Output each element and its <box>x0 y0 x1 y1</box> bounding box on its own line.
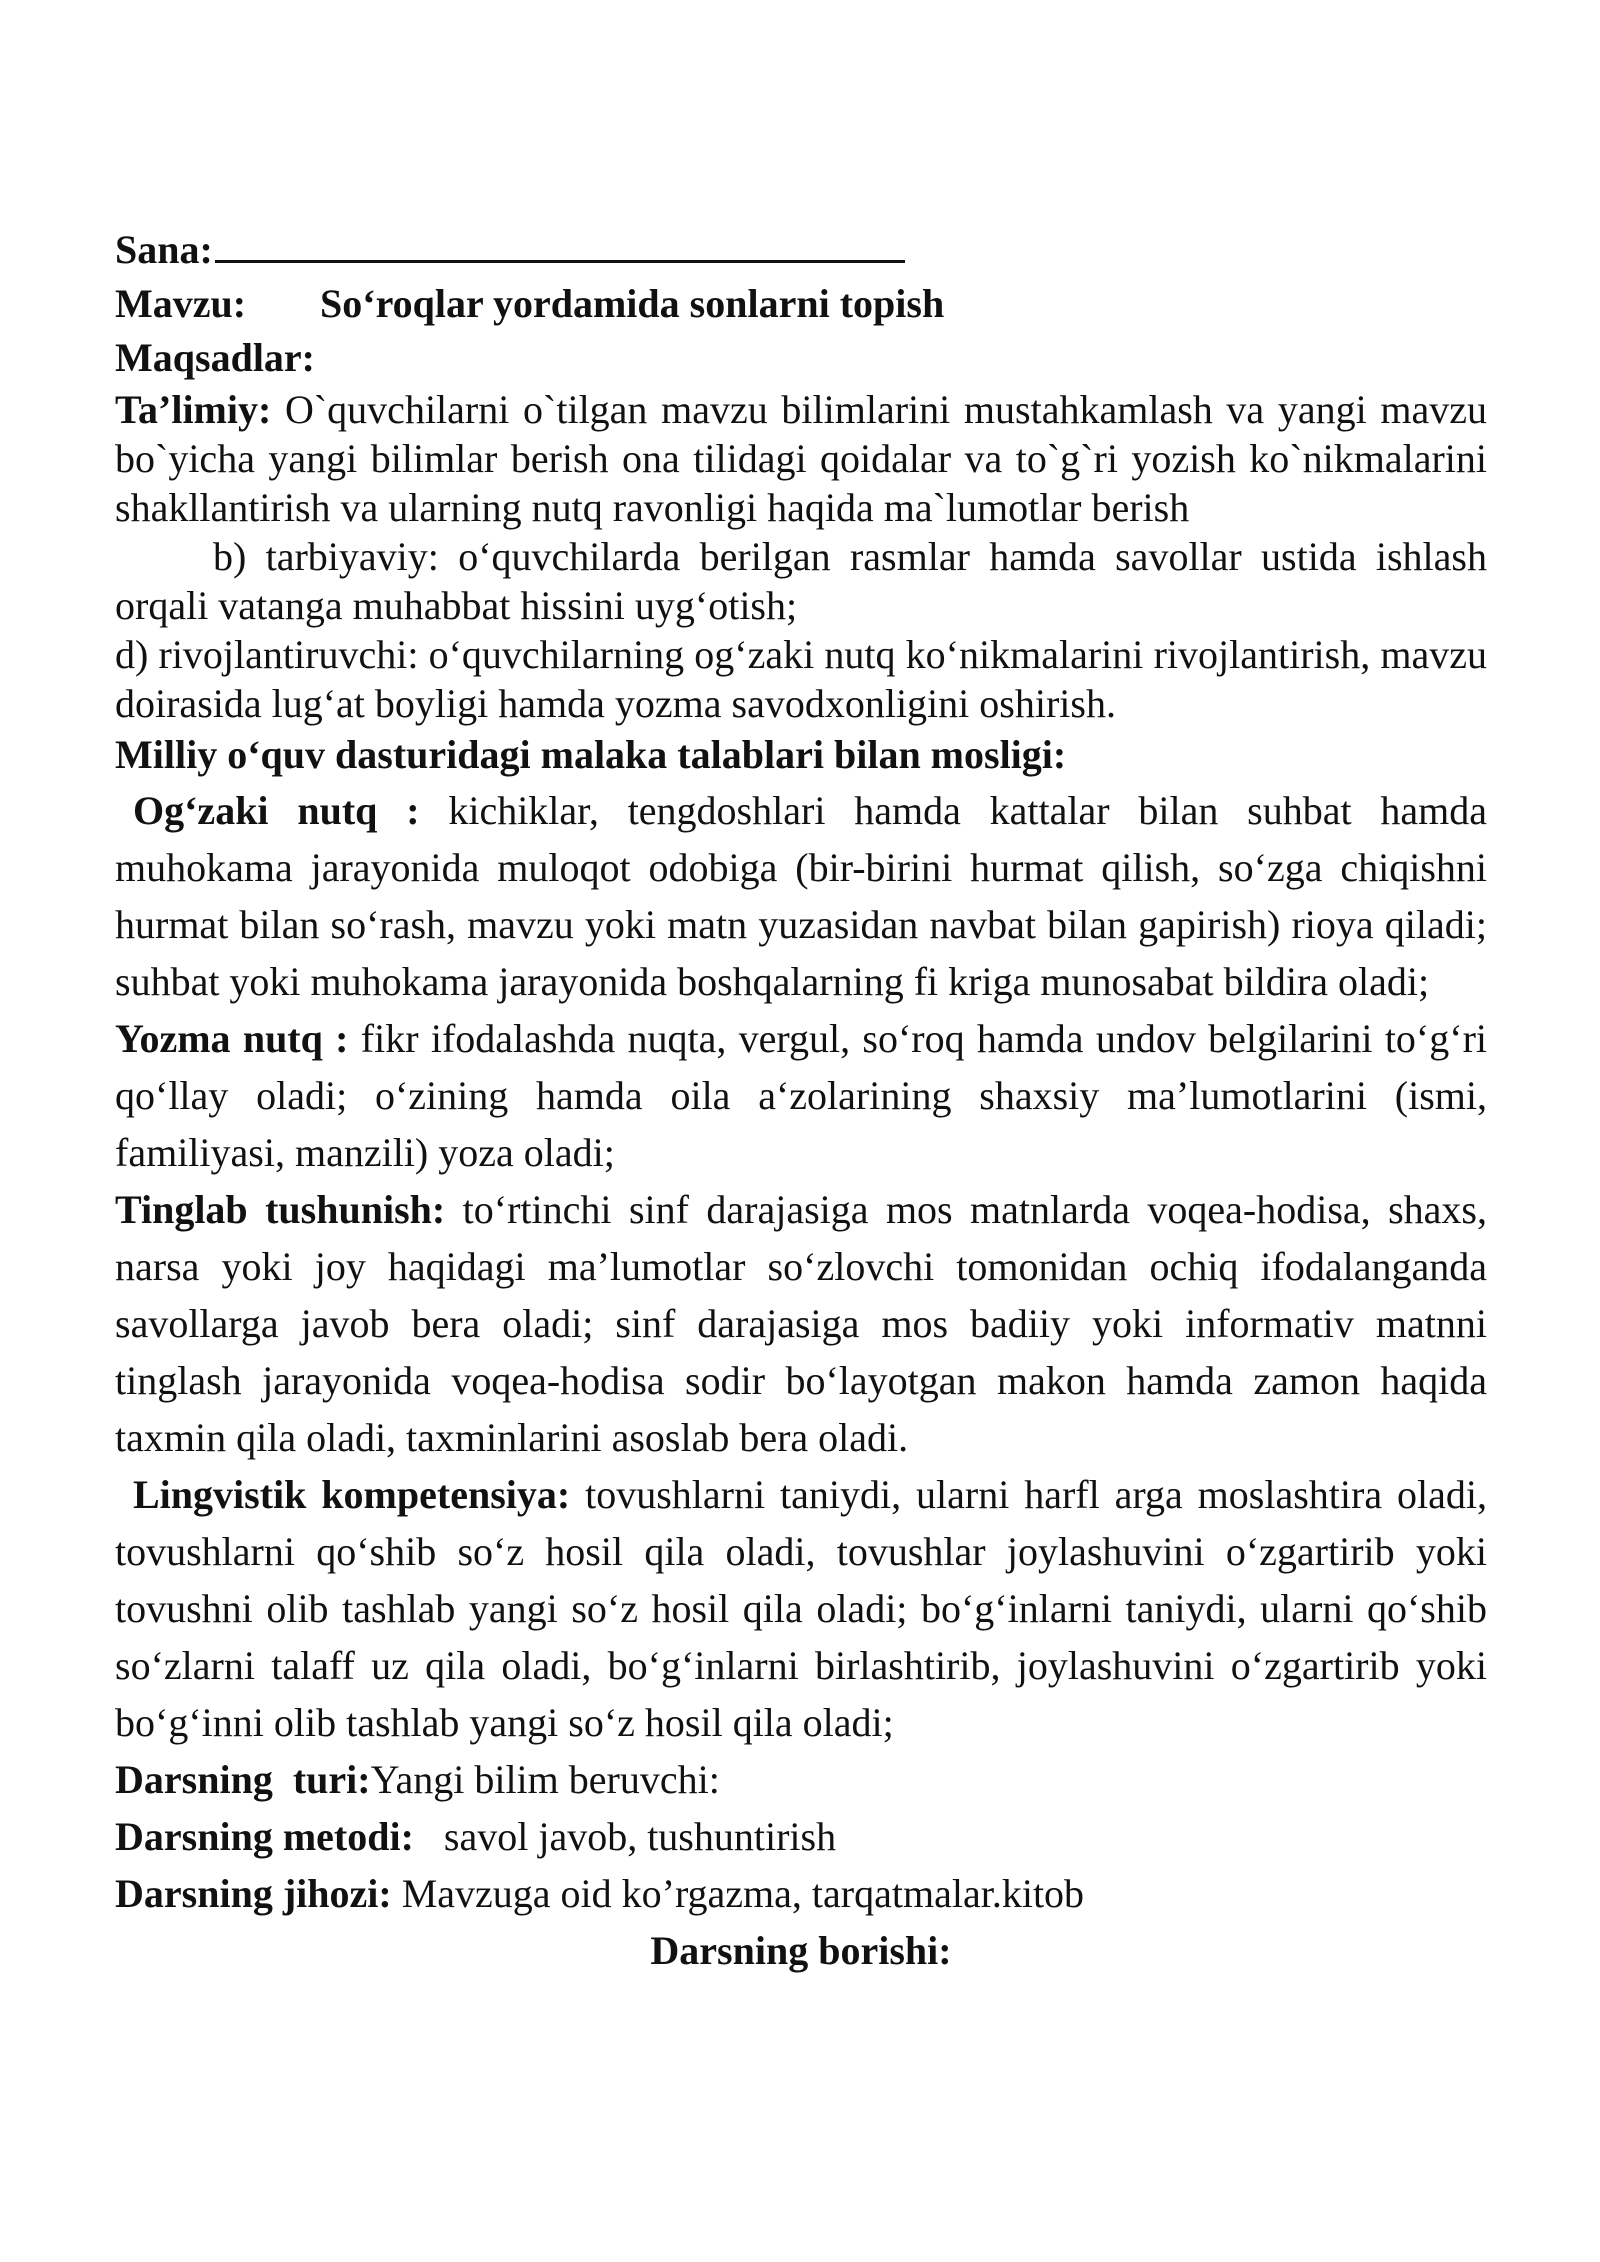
lesson-type-value: Yangi bilim beruvchi: <box>370 1757 720 1802</box>
lesson-type-line <box>115 1751 1487 1808</box>
lesson-equipment-value: Mavzuga oid ko’rgazma, tarqatmalar.kitob <box>391 1871 1085 1916</box>
linguistic-text: tovushlarni taniydi, ularni harfl arga moslashtira oladi, tovushlarni qo‘shib so‘z hosil qila oladi, tovushlar joylashuvini o‘zgartirib yoki tovushni olib tashlab yangi so‘z hosil qila oladi; bo‘g‘inlarni taniydi, ularni qo‘shib so‘zlarni talaff uz qila oladi, bo‘g‘inlarni birlashtirib, joylashuvini o‘zgartirib yoki bo‘g‘inni olib tashlab yangi so‘z hosil qila oladi; <box>115 1472 1487 1745</box>
topic-label: Mavzu: <box>115 281 247 326</box>
lesson-equipment-label: Darsning jihozi: <box>115 1871 392 1916</box>
lesson-equipment-line <box>115 1865 1487 1922</box>
lesson-method-value: savol javob, tushuntirish <box>413 1814 837 1859</box>
lesson-progress-heading: Darsning borishi: <box>650 1928 952 1973</box>
date-blank-field[interactable] <box>215 222 905 263</box>
linguistic-label: Lingvistik kompetensiya: <box>133 1472 571 1517</box>
curriculum-heading: Milliy o‘quv dasturidagi malaka talablari bilan mosligi: <box>115 732 1067 777</box>
lesson-type-label: Darsning turi: <box>115 1757 371 1802</box>
listening-label: Tinglab tushunish: <box>115 1187 446 1232</box>
written-speech-section <box>115 1010 1487 1181</box>
listening-section <box>115 1181 1487 1466</box>
oral-speech-label: Og‘zaki nutq : <box>133 788 420 833</box>
oral-speech-text: kichiklar, tengdoshlari hamda kattalar bilan suhbat hamda muhokama jarayonida muloqot odobiga (bir-birini hurmat qilish, so‘zga chiqishni hurmat bilan so‘rash, mavzu yoki matn yuzasidan navbat bilan gapirish) rioya qiladi; suhbat yoki muhokama jarayonida boshqalarning fi kriga munosabat bildira oladi; <box>115 788 1487 1004</box>
lesson-method-label: Darsning metodi: <box>115 1814 414 1859</box>
oral-speech-section <box>115 782 1487 1010</box>
developmental-goal: d) rivojlantiruvchi: o‘quvchilarning og‘zaki nutq ko‘nikmalarini rivojlantirish, mavzu doirasida lug‘at boyligi hamda yozma savodxonligini oshirish. <box>115 632 1487 726</box>
written-speech-text: fikr ifodalashda nuqta, vergul, so‘roq hamda undov belgilarini to‘g‘ri qo‘llay oladi; o‘zining hamda oila a‘zolarining shaxsiy ma’lumotlarini (ismi, familiyasi, manzili) yoza oladi; <box>115 1016 1488 1175</box>
listening-text: to‘rtinchi sinf darajasiga mos matnlarda voqea-hodisa, shaxs, narsa yoki joy haqidagi ma’lumotlar so‘zlovchi tomonidan ochiq ifodalanganda savollarga javob bera oladi; sinf darajasiga mos badiiy yoki informativ matnni tinglash jarayonida voqea-hodisa sodir bo‘layotgan makon hamda zamon haqida taxmin qila oladi, taxminlarini asoslab bera oladi. <box>115 1187 1487 1460</box>
upbringing-goal: b) tarbiyaviy: o‘quvchilarda berilgan rasmlar hamda savollar ustida ishlash orqali vatanga muhabbat hissini uyg‘otish; <box>115 534 1487 628</box>
topic-value: So‘roqlar yordamida sonlarni topish <box>320 281 945 326</box>
date-line <box>115 222 1487 277</box>
topic-line <box>115 277 1487 331</box>
lesson-plan-page <box>115 222 1487 1979</box>
date-label: Sana: <box>115 227 213 272</box>
educational-goal <box>115 385 1487 532</box>
linguistic-section <box>115 1466 1487 1751</box>
written-speech-label: Yozma nutq : <box>115 1016 349 1061</box>
goals-heading: Maqsadlar: <box>115 335 315 380</box>
educational-goal-label: Ta’limiy: <box>115 387 272 432</box>
lesson-method-line <box>115 1808 1487 1865</box>
educational-goal-text: O`quvchilarni o`tilgan mavzu bilimlarini mustahkamlash va yangi mavzu bo`yicha yangi bilimlar berish ona tilidagi qoidalar va to`g`ri yozish ko`nikmalarini shakllantirish va ularning nutq ravonligi haqida ma`lumotlar berish <box>115 387 1487 530</box>
